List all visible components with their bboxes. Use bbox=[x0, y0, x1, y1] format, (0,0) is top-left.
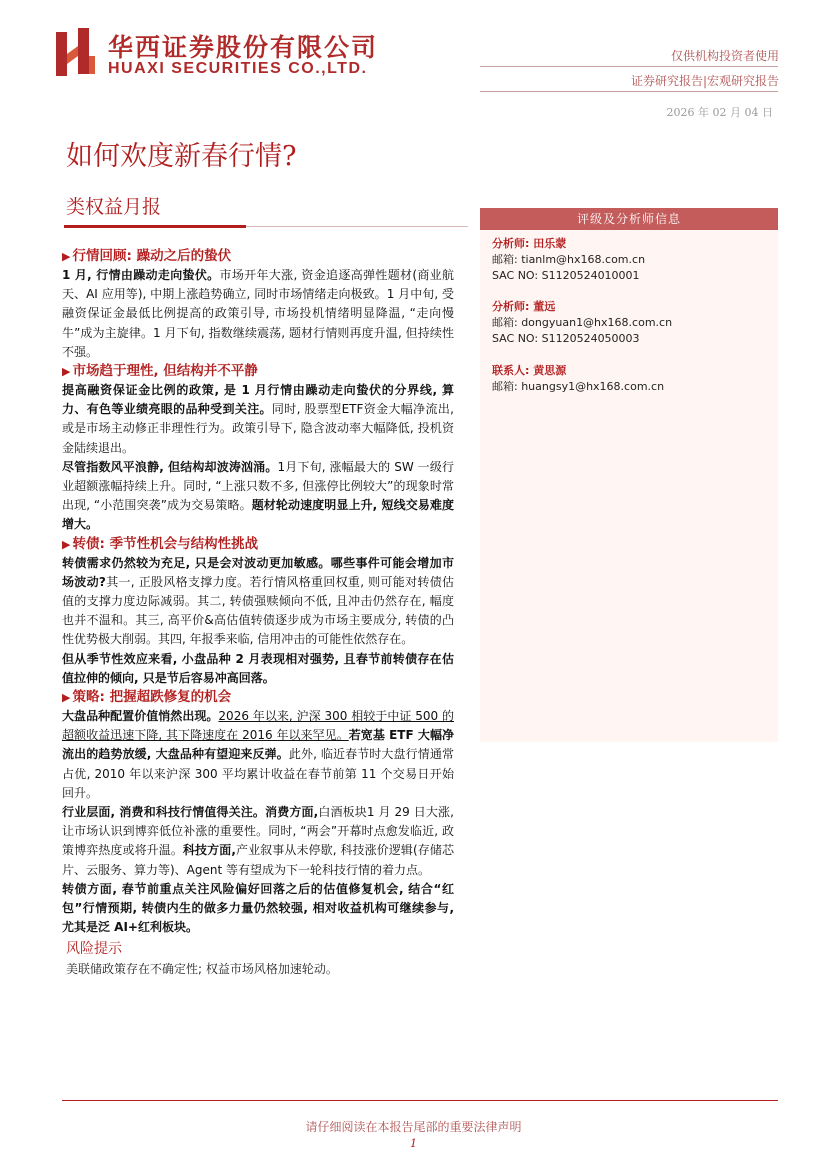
company-name-cn: 华西证券股份有限公司 bbox=[108, 33, 379, 62]
paragraph: 大盘品种配置价值悄然出现。2026 年以来, 沪深 300 相较于中证 500 的超额收益迅速下降, 其下降速度在 2016 年以来罕见。若宽基 ETF 大幅净流出的趋势放缓, 大盘品种有望迎来反弹。此外, 临近春节时大盘行情通常占优, 2010 年以来沪深 300 平均累计收益在春节前第 11 个交易日开始回升。 bbox=[62, 709, 454, 800]
subtitle-rule-thin bbox=[246, 226, 468, 227]
report-title: 如何欢度新春行情? bbox=[66, 141, 297, 172]
paragraph: 提高融资保证金比例的政策, 是 1 月行情由躁动走向蛰伏的分界线, 算力、有色等业绩亮眼的品种受到关注。同时, 股票型ETF资金大幅净流出, 或是市场主动修正非理性行为。政策引导下, 隐含波动率大幅降低, 投机资金陆续退出。 bbox=[62, 383, 454, 455]
footer-disclaimer: 请仔细阅读在本报告尾部的重要法律声明 bbox=[305, 1120, 522, 1134]
header-rule bbox=[480, 66, 778, 67]
contact-email[interactable]: 邮箱: huangsy1@hx168.com.cn bbox=[492, 380, 665, 393]
paragraph: 转债需求仍然较为充足, 只是会对波动更加敏感。哪些事件可能会增加市场波动?其一, 正股风格支撑力度。若行情风格重回权重, 则可能对转债估值的支撑力度边际减弱。其二, 转债强赎倾向不低, 且冲击仍然存在, 幅度也并不温和。其三, 高平价&高估值转债逐步成为市场主要成分, 转债的凸性优势极大削弱。其四, 年报季来临, 信用冲击的可能性依然存在。 bbox=[62, 555, 455, 647]
paragraph: 行业层面, 消费和科技行情值得关注。消费方面,白酒板块1 月 29 日大涨, 让市场认识到博弈低位补涨的重要性。同时, “两会”开幕时点愈发临近, 政策博弈热度或将升温。科技方面,产业叙事从未停歇, 科技涨价逻辑(存储芯片、云服务、算力等)、Agent 等有望成为下一轮科技行情的着力点。 bbox=[62, 805, 454, 877]
report-category: 证券研究报告|宏观研究报告 bbox=[630, 74, 779, 88]
section-heading: ▶ 行情回顾: 躁动之后的蛰伏 bbox=[62, 248, 232, 264]
huaxi-logo-icon bbox=[56, 28, 96, 78]
analyst-sac: SAC NO: S1120524050003 bbox=[492, 331, 640, 345]
section-heading: ▶ 市场趋于理性, 但结构并不平静 bbox=[62, 363, 258, 380]
report-subtitle: 类权益月报 bbox=[66, 196, 162, 218]
section-heading: ▶ 转债: 季节性机会与结构性挑战 bbox=[62, 535, 259, 552]
sidebar-heading: 评级及分析师信息 bbox=[480, 208, 778, 230]
triangle-bullet-icon: ▶ bbox=[62, 537, 71, 551]
analyst-email[interactable]: 邮箱: tianlm@hx168.com.cn bbox=[492, 253, 646, 266]
risk-text: 美联储政策存在不确定性; 权益市场风格加速轮动。 bbox=[66, 961, 338, 976]
contact-name: 联系人: 黄思源 bbox=[492, 364, 567, 377]
report-date: 2026 年 02 月 04 日 bbox=[666, 106, 773, 119]
paragraph: 转债方面, 春节前重点关注风险偏好回落之后的估值修复机会, 结合“红包”行情预期, 转债内生的做多力量仍然较强, 相对收益机构可继续参与, 尤其是泛 AI+红利板块。 bbox=[62, 881, 454, 935]
paragraph: 1 月, 行情由躁动走向蛰伏。市场开年大涨, 资金追逐高弹性题材(商业航天、AI 应用等), 中期上涨趋势确立, 同时市场情绪走向极致。1 月中旬, 受融资保证金最低比例提高的政策引导, 市场投机情绪明显降温, “走向慢牛”成为主旋律。1 月下旬, 指数继续震荡, 题材行情则再度升温, 但持续性不强。 bbox=[62, 268, 455, 359]
audience-note: 仅供机构投资者使用 bbox=[670, 49, 779, 63]
paragraph: 但从季节性效应来看, 小盘品种 2 月表现相对强势, 且春节前转债存在估值拉伸的倾向, 只是节后容易冲高回落。 bbox=[62, 651, 454, 685]
header-rule bbox=[480, 91, 778, 92]
triangle-bullet-icon: ▶ bbox=[62, 250, 71, 263]
subtitle-rule bbox=[64, 225, 246, 228]
analyst-email[interactable]: 邮箱: dongyuan1@hx168.com.cn bbox=[492, 316, 673, 329]
paragraph: 尽管指数风平浪静, 但结构却波涛汹涌。1月下旬, 涨幅最大的 SW 一级行业超额涨幅持续上升。同时, “上涨只数不多, 但涨停比例较大”的现象时常出现, “小范围突袭”成为交易策略。题材轮动速度明显上升, 短线交易难度增大。 bbox=[62, 459, 454, 532]
section-heading: ▶ 策略: 把握超跌修复的机会 bbox=[62, 689, 232, 706]
analyst-block bbox=[492, 299, 772, 346]
page-number: 1 bbox=[410, 1137, 417, 1150]
analyst-sac: SAC NO: S1120524010001 bbox=[492, 268, 640, 282]
analyst-name: 分析师: 田乐蒙 bbox=[492, 237, 567, 250]
risk-heading: 风险提示 bbox=[66, 940, 122, 957]
footer-rule bbox=[62, 1100, 778, 1101]
company-name-en: HUAXI SECURITIES CO.,LTD. bbox=[108, 60, 368, 77]
contact-block bbox=[492, 363, 772, 395]
analyst-sidebar bbox=[480, 208, 778, 742]
triangle-bullet-icon: ▶ bbox=[62, 691, 71, 705]
analyst-block bbox=[492, 236, 772, 283]
analyst-name: 分析师: 董远 bbox=[492, 300, 556, 313]
main-column bbox=[62, 247, 454, 979]
triangle-bullet-icon: ▶ bbox=[62, 365, 71, 379]
